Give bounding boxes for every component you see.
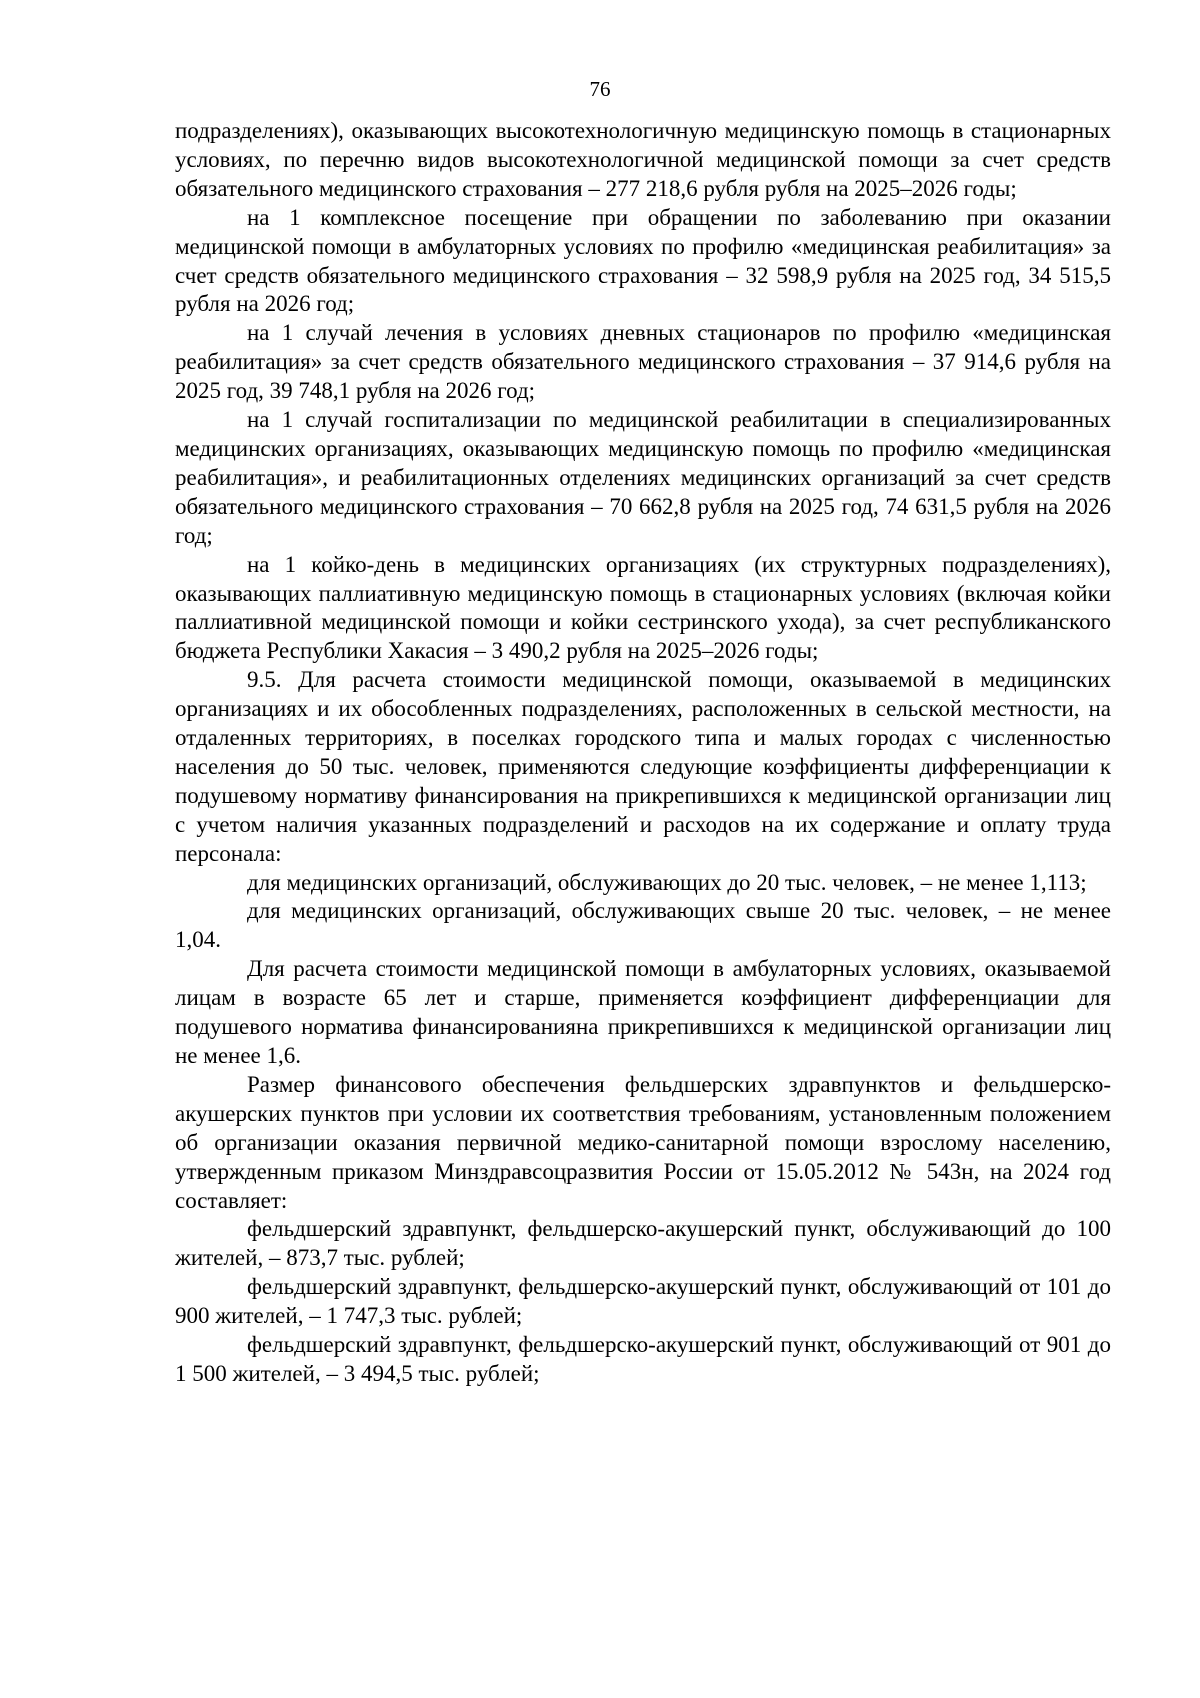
document-body <box>175 117 1111 1389</box>
paragraph: фельдшерский здравпункт, фельдшерско-акушерский пункт, обслуживающий от 901 до 1 500 жителей, – 3 494,5 тыс. рублей; <box>175 1332 1111 1386</box>
paragraph-section-9-5: 9.5. Для расчета стоимости медицинской помощи, оказываемой в медицинских организациях и их обособленных подразделениях, расположенных в сельской местности, на отдаленных территориях, в поселках городского типа и малых городах с численностью населения до 50 тыс. человек, применяются следующие коэффициенты дифференциации к подушевому нормативу финансирования на прикрепившихся к медицинской организации лиц с учетом наличия указанных подразделений и расходов на их содержание и оплату труда персонала: <box>175 667 1111 866</box>
paragraph: фельдшерский здравпункт, фельдшерско-акушерский пункт, обслуживающий от 101 до 900 жителей, – 1 747,3 тыс. рублей; <box>175 1274 1111 1329</box>
page-number: 76 <box>589 77 611 101</box>
paragraph-continuation: подразделениях), оказывающих высокотехнологичную медицинскую помощь в стационарных условиях, по перечню видов высокотехнологичной медицинской помощи за счет средств обязательного медицинского страхования – 277 218,6 рубля рубля на 2025–2026 годы; <box>175 118 1111 201</box>
paragraph: на 1 случай госпитализации по медицинской реабилитации в специализированных медицинских организациях, оказывающих медицинскую помощь по профилю «медицинская реабилитация», и реабилитационных отделениях медицинских организаций за счет средств обязательного медицинского страхования – 70 662,8 рубля на 2025 год, 74 631,5 рубля на 2026 год; <box>175 407 1111 548</box>
paragraph: для медицинских организаций, обслуживающих свыше 20 тыс. человек, – не менее 1,04. <box>175 898 1111 953</box>
paragraph: на 1 комплексное посещение при обращении по заболеванию при оказании медицинской помощи в амбулаторных условиях по профилю «медицинская реабилитация» за счет средств обязательного медицинского страхования – 32 598,9 рубля на 2025 год, 34 515,5 рубля на 2026 год; <box>175 204 1111 317</box>
paragraph: фельдшерский здравпункт, фельдшерско-акушерский пункт, обслуживающий до 100 жителей, – 873,7 тыс. рублей; <box>175 1216 1111 1271</box>
paragraph: Размер финансового обеспечения фельдшерских здравпунктов и фельдшерско-акушерских пунктов при условии их соответствия требованиям, установленным положением об организации оказания первичной медико-санитарной помощи взрослому населению, утвержденным приказом Минздравсоцразвития России от 15.05.2012 № 543н, на 2024 год составляет: <box>175 1071 1111 1213</box>
paragraph: для медицинских организаций, обслуживающих до 20 тыс. человек, – не менее 1,113; <box>247 869 1087 895</box>
paragraph: на 1 койко-день в медицинских организациях (их структурных подразделениях), оказывающих паллиативную медицинскую помощь в стационарных условиях (включая койки паллиативной медицинской помощи и койки сестринского ухода), за счет республиканского бюджета Республики Хакасия – 3 490,2 рубля на 2025–2026 годы; <box>175 551 1111 664</box>
paragraph: на 1 случай лечения в условиях дневных стационаров по профилю «медицинская реабилитация» за счет средств обязательного медицинского страхования – 37 914,6 рубля на 2025 год, 39 748,1 рубля на 2026 год; <box>175 320 1111 404</box>
paragraph: Для расчета стоимости медицинской помощи в амбулаторных условиях, оказываемой лицам в возрасте 65 лет и старше, применяется коэффициент дифференциации для подушевого норматива финансированияна прикрепившихся к медицинской организации лиц не менее 1,6. <box>175 956 1111 1068</box>
